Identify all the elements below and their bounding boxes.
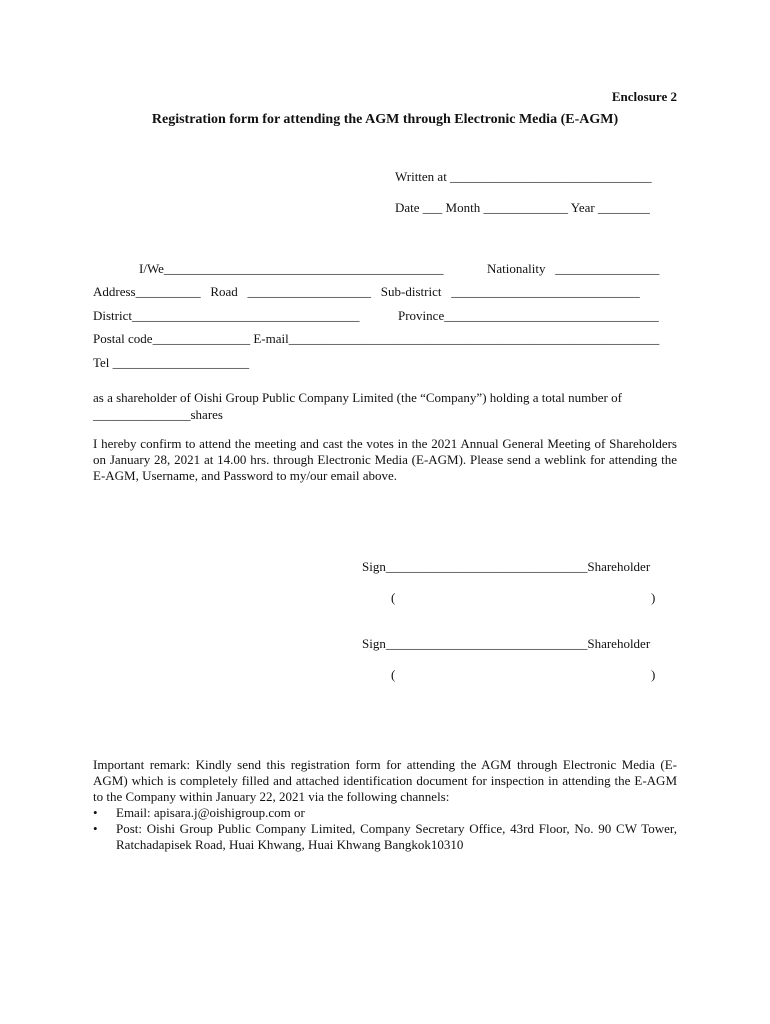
nationality-field[interactable]: Nationality ________________ — [487, 261, 660, 276]
signature-line-1[interactable]: Sign_______________________________Shareholder — [362, 559, 651, 574]
name-field[interactable]: I/We___________________________________________ — [139, 261, 444, 276]
bullet-icon: • — [93, 805, 98, 820]
email-channel: Email: apisara.j@oishigroup.com or — [116, 805, 305, 820]
district-field[interactable]: District___________________________________ — [93, 308, 360, 323]
bullet-icon: • — [93, 821, 98, 836]
address-field[interactable]: Address__________ Road ___________________ Sub-district _____________________________ — [93, 284, 640, 299]
signature-name-close-1: ) — [651, 590, 656, 605]
signature-name-open-1: ( — [391, 590, 396, 605]
signature-name-open-2: ( — [391, 667, 396, 682]
written-at-field[interactable]: Written at _______________________________ — [395, 169, 652, 184]
signature-line-2[interactable]: Sign_______________________________Shareholder — [362, 636, 651, 651]
form-title: Registration form for attending the AGM through Electronic Media (E-AGM) — [151, 112, 619, 127]
date-field[interactable]: Date ___ Month _____________ Year ________ — [395, 200, 650, 215]
shareholder-statement: as a shareholder of Oishi Group Public Company Limited (the “Company”) holding a total number of — [93, 390, 622, 405]
tel-field[interactable]: Tel _____________________ — [93, 355, 250, 370]
postal-email-field[interactable]: Postal code_______________ E-mail_________________________________________________________ — [93, 331, 660, 346]
confirmation-paragraph: I hereby confirm to attend the meeting and cast the votes in the 2021 Annual General Meeting of Shareholders on January 28, 2021 at 14.00 hrs. through Electronic Media (E-AGM). Please send a weblink for attending the E-AGM, Username, and Password to my/our email above. — [93, 436, 677, 483]
important-remark: Important remark: Kindly send this registration form for attending the AGM through Electronic Media (E-AGM) which is completely filled and attached identification document for inspection in attending the E-AGM to the Company within January 22, 2021 via the following channels: — [93, 757, 677, 804]
province-field[interactable]: Province_________________________________ — [398, 308, 659, 323]
enclosure-label: Enclosure 2 — [611, 89, 677, 104]
post-channel: Post: Oishi Group Public Company Limited, Company Secretary Office, 43rd Floor, No. 90 CW Tower, Ratchadapisek Road, Huai Khwang, Huai Khwang Bangkok10310 — [116, 821, 677, 852]
shares-field[interactable]: _______________shares — [93, 407, 223, 422]
signature-name-close-2: ) — [651, 667, 656, 682]
